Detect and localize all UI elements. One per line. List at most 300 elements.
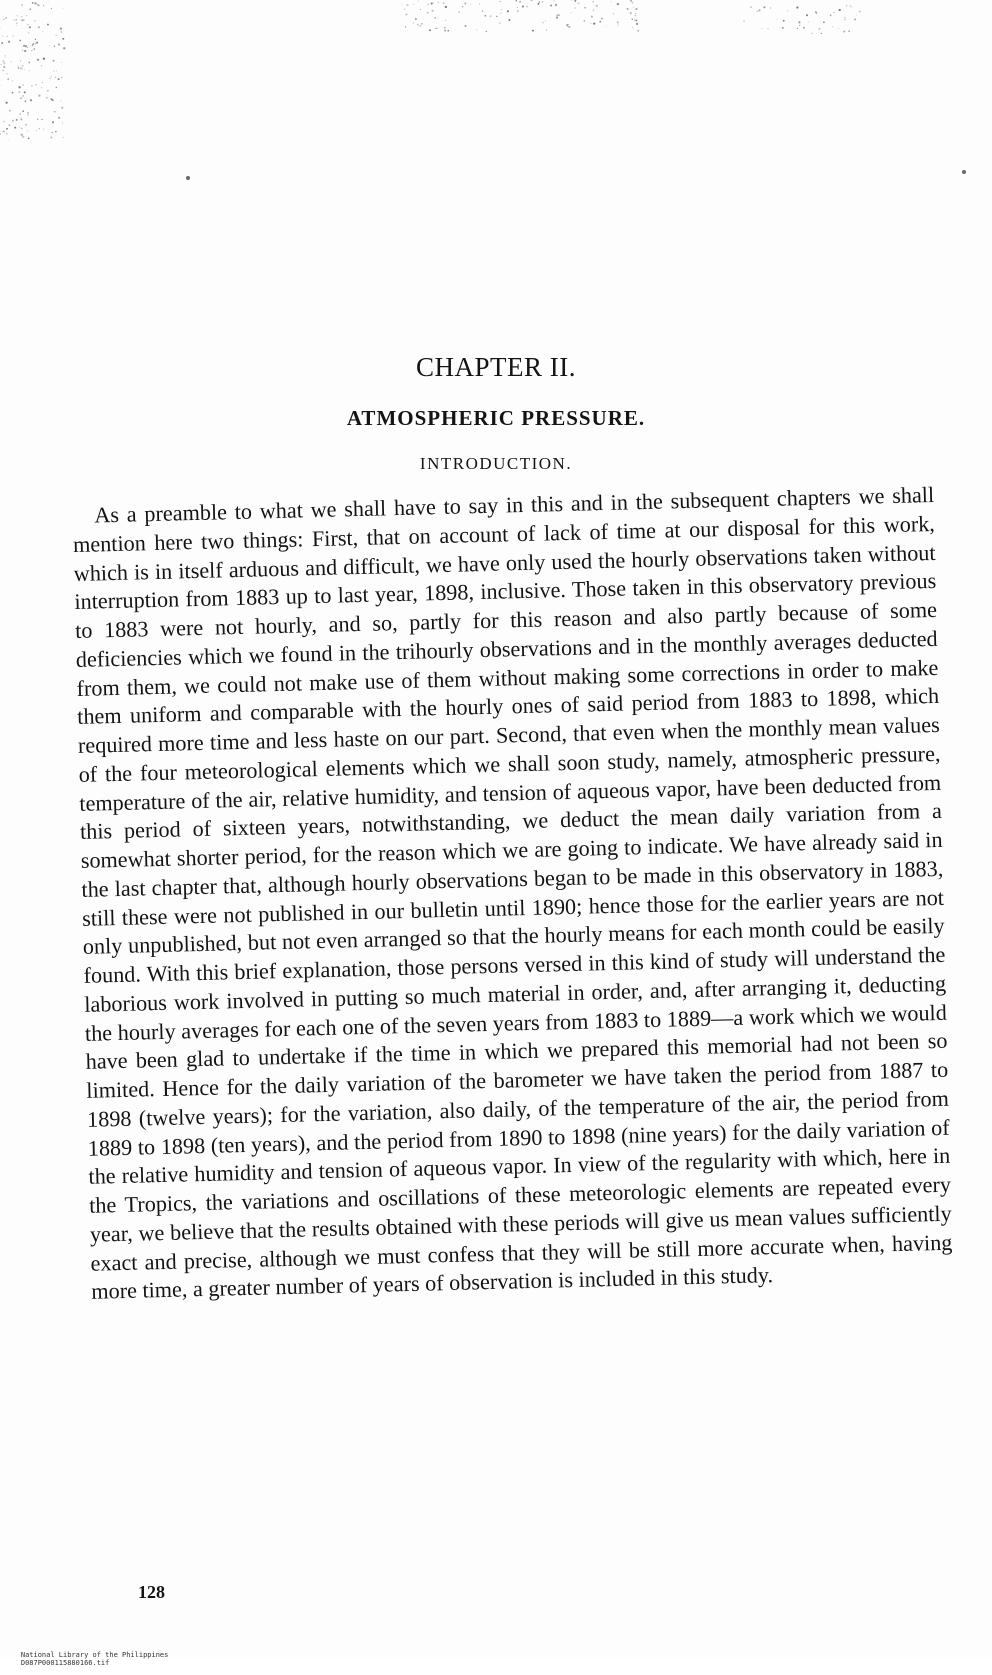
speckle-dot — [797, 28, 798, 29]
speckle-dot — [28, 137, 30, 139]
speckle-dot — [4, 57, 5, 58]
speckle-dot — [5, 17, 7, 19]
speckle-dot — [16, 119, 18, 121]
speckle-dot — [618, 24, 619, 25]
speckle-dot — [445, 20, 446, 21]
speckle-dot — [464, 2, 466, 4]
speckle-dot — [27, 130, 28, 131]
speckle-dot — [844, 19, 846, 21]
speckle-dot — [444, 27, 446, 29]
speckle-dot — [49, 77, 51, 79]
speckle-dot — [566, 24, 568, 26]
speckle-dot — [39, 128, 40, 129]
speckle-dot — [436, 27, 438, 29]
speckle-dot — [554, 0, 555, 1]
speckle-dot — [2, 35, 3, 36]
speckle-dot — [15, 19, 16, 20]
speckle-dot — [556, 14, 558, 16]
speckle-dot — [848, 30, 850, 32]
speckle-dot — [593, 1, 594, 2]
speckle-dot — [32, 45, 33, 46]
speckle-dot — [962, 170, 966, 174]
speckle-dot — [417, 24, 419, 26]
speckle-dot — [413, 23, 414, 24]
speckle-dot — [808, 22, 809, 23]
speckle-dot — [61, 31, 63, 33]
speckle-dot — [12, 120, 14, 122]
speckle-dot — [24, 69, 25, 70]
speckle-dot — [58, 117, 60, 119]
speckle-dot — [35, 84, 36, 85]
speckle-dot — [20, 117, 22, 119]
speckle-dot — [405, 13, 407, 15]
speckle-dot — [767, 28, 768, 29]
speckle-dot — [32, 2, 34, 4]
speckle-dot — [22, 50, 23, 51]
speckle-dot — [854, 18, 856, 20]
speckle-dot — [519, 1, 521, 3]
speckle-dot — [787, 10, 788, 11]
speckle-dot — [12, 80, 13, 81]
speckle-dot — [830, 14, 832, 16]
speckle-dot — [56, 35, 57, 36]
speckle-dot — [31, 85, 33, 87]
speckle-dot — [52, 121, 54, 123]
speckle-dot — [464, 25, 466, 27]
speckle-dot — [635, 8, 637, 10]
speckle-dot — [20, 61, 21, 62]
section-heading: ATMOSPHERIC PRESSURE. — [0, 406, 992, 431]
speckle-dot — [24, 50, 26, 52]
speckle-dot — [445, 6, 447, 8]
speckle-dot — [584, 20, 586, 22]
speckle-dot — [743, 20, 745, 22]
speckle-dot — [3, 121, 5, 123]
speckle-dot — [584, 7, 586, 9]
speckle-dot — [47, 90, 48, 91]
speckle-dot — [18, 66, 19, 67]
speckle-dot — [796, 6, 798, 8]
speckle-dot — [34, 20, 36, 22]
speckle-dot — [61, 101, 62, 102]
speckle-dot — [22, 95, 23, 96]
speckle-dot — [6, 133, 8, 135]
speckle-dot — [6, 36, 7, 37]
speckle-dot — [50, 136, 52, 138]
speckle-dot — [803, 27, 805, 29]
speckle-dot — [818, 28, 820, 30]
speckle-dot — [757, 11, 759, 13]
speckle-dot — [0, 64, 1, 65]
speckle-dot — [546, 30, 547, 31]
speckle-dot — [632, 2, 634, 4]
speckle-dot — [635, 15, 636, 16]
speckle-dot — [843, 31, 845, 33]
speckle-dot — [617, 21, 619, 23]
body-paragraph: As a preamble to what we shall have to say in this and in the subsequent chapters we shall mention here two things: First, that on account of lack of time at our disposal for this work, which is in itself arduous and difficult, we have only used the hourly observations taken without interruption from 1883 up to last year, 1898, inclusive. Those taken in this observatory previous to 1883 were not hourly, and so, partly for this reason and also partly because of some deficiencies which we found in the trihourly observations and in the monthly averages deducted from them, we could not make use of them without making some corrections in order to make them uniform and comparable with the hourly ones of said period from 1883 to 1898, which required more time and less haste on our part. Second, that even when the monthly mean values of the four meteorological elements which we shall soon study, namely, atmospheric pressure, temperature of the air, relative humidity, and tension of aqueous vapor, have been deducted from this period of sixteen years, notwithstanding, we deduct the mean daily variation from a somewhat shorter period, for the reason which we are going to indicate. We have already said in the last chapter that, although hourly observations began to be made in this observatory in 1883, still these were not published in our bulletin until 1890; hence those for the earlier years are not only unpublished, but not even arranged so that the hourly means for each month could be easily found. With this brief explanation, those persons versed in this kind of study will understand the laborious work involved in putting so much material in order, and, after arranging it, deducting the hourly averages for each one of the seven years from 1883 to 1889—a work which we would have been glad to undertake if the time in which we prepared this memorial had not been so limited. Hence for the daily variation of the barometer we have taken the period from 1887 to 1898 (twelve years); for the variation, also daily, of the temperature of the air, the period from 1889 to 1898 (ten years), and the period from 1890 to 1898 (nine years) for the daily variation of the relative humidity and tension of aqueous vapor. In view of the regularity with which, here in the Tropics, the variations and oscillations of these meteorologic elements are repeated every year, we believe that the results obtained with these periods will give us mean values sufficiently exact and precise, although we must confess that they will be still more accurate when, having more time, a greater number of years of observation is included in this study. — [72, 481, 953, 1307]
speckle-dot — [637, 30, 639, 32]
speckle-dot — [27, 112, 29, 114]
speckle-dot — [47, 24, 49, 26]
speckle-dot — [617, 25, 618, 26]
speckle-dot — [522, 5, 524, 7]
speckle-dot — [29, 26, 31, 28]
speckle-dot — [401, 4, 402, 5]
speckle-dot — [601, 18, 603, 20]
speckle-dot — [51, 99, 53, 101]
speckle-dot — [782, 27, 784, 29]
speckle-dot — [27, 47, 28, 48]
speckle-dot — [574, 7, 575, 8]
speckle-dot — [22, 65, 24, 67]
speckle-dot — [37, 119, 38, 120]
speckle-dot — [542, 1, 543, 2]
speckle-dot — [596, 5, 598, 7]
speckle-dot — [23, 19, 24, 20]
speckle-dot — [49, 45, 50, 46]
speckle-dot — [6, 102, 8, 104]
speckle-dot — [20, 98, 21, 99]
speckle-dot — [19, 40, 21, 42]
speckle-dot — [570, 12, 571, 13]
speckle-dot — [515, 0, 517, 1]
speckle-dot — [51, 132, 52, 133]
speckle-dot — [633, 7, 634, 8]
speckle-dot — [823, 21, 825, 23]
speckle-dot — [18, 86, 20, 88]
speckle-dot — [627, 8, 629, 10]
speckle-dot — [851, 6, 852, 7]
speckle-dot — [526, 6, 528, 8]
speckle-dot — [20, 67, 21, 68]
speckle-dot — [486, 31, 487, 32]
speckle-dot — [35, 42, 37, 44]
speckle-dot — [21, 119, 23, 121]
speckle-dot — [63, 137, 64, 138]
speckle-dot — [5, 55, 6, 56]
speckle-dot — [3, 19, 4, 20]
speckle-dot — [859, 11, 860, 12]
speckle-dot — [555, 4, 557, 6]
speckle-dot — [2, 70, 4, 72]
speckle-dot — [32, 43, 34, 45]
speckle-dot — [3, 131, 4, 132]
speckle-dot — [578, 2, 580, 4]
speckle-dot — [507, 10, 509, 12]
speckle-dot — [806, 14, 808, 16]
speckle-dot — [25, 124, 27, 126]
speckle-dot — [29, 70, 30, 71]
speckle-dot — [7, 73, 8, 74]
speckle-dot — [462, 6, 463, 7]
speckle-dot — [542, 22, 544, 24]
speckle-dot — [186, 176, 190, 180]
speckle-dot — [17, 15, 18, 16]
speckle-dot — [27, 24, 28, 25]
speckle-dot — [55, 131, 56, 132]
speckle-dot — [13, 20, 14, 21]
speckle-dot — [21, 19, 23, 21]
speckle-dot — [33, 41, 34, 42]
speckle-dot — [574, 0, 576, 2]
speckle-dot — [427, 4, 428, 5]
speckle-dot — [599, 21, 601, 23]
speckle-dot — [856, 14, 857, 15]
speckle-dot — [613, 13, 614, 14]
speckle-dot — [443, 2, 445, 4]
speckle-dot — [413, 4, 414, 5]
speckle-dot — [762, 28, 763, 29]
speckle-dot — [33, 48, 35, 50]
speckle-dot — [632, 27, 633, 28]
subsection-heading: INTRODUCTION. — [0, 454, 992, 474]
speckle-dot — [406, 4, 408, 6]
speckle-dot — [16, 25, 17, 26]
speckle-dot — [62, 38, 64, 40]
speckle-dot — [13, 36, 14, 37]
speckle-dot — [31, 50, 32, 51]
speckle-dot — [606, 26, 607, 27]
speckle-dot — [41, 87, 42, 88]
speckle-dot — [21, 16, 22, 17]
speckle-dot — [490, 15, 492, 17]
speckle-dot — [508, 19, 510, 21]
speckle-dot — [43, 58, 45, 60]
speckle-dot — [22, 136, 24, 138]
speckle-dot — [58, 44, 60, 46]
speckle-dot — [61, 77, 62, 78]
speckle-dot — [434, 17, 436, 19]
speckle-dot — [19, 113, 21, 115]
speckle-dot — [36, 130, 37, 131]
speckle-dot — [476, 29, 477, 30]
speckle-dot — [630, 12, 632, 14]
speckle-dot — [43, 5, 44, 6]
speckle-dot — [537, 3, 539, 5]
speckle-dot — [21, 128, 23, 130]
speckle-dot — [19, 127, 20, 128]
speckle-dot — [23, 45, 25, 47]
speckle-dot — [482, 10, 484, 12]
speckle-dot — [821, 33, 822, 34]
chapter-heading: CHAPTER II. — [0, 352, 992, 383]
speckle-dot — [60, 27, 62, 29]
speckle-dot — [7, 78, 9, 80]
speckle-dot — [43, 31, 44, 32]
speckle-dot — [8, 41, 10, 43]
speckle-dot — [437, 18, 438, 19]
speckle-dot — [499, 22, 500, 23]
speckle-dot — [26, 15, 27, 16]
speckle-dot — [758, 9, 760, 11]
page-number: 128 — [138, 1582, 165, 1603]
speckle-dot — [46, 97, 48, 99]
speckle-dot — [539, 1, 540, 2]
speckle-dot — [27, 114, 28, 115]
speckle-dot — [427, 12, 429, 14]
speckle-dot — [21, 134, 23, 136]
speckle-dot — [558, 14, 560, 16]
speckle-dot — [54, 111, 55, 112]
speckle-dot — [56, 87, 57, 88]
speckle-dot — [777, 19, 778, 20]
speckle-dot — [421, 23, 423, 25]
speckle-dot — [428, 3, 429, 4]
speckle-dot — [783, 20, 785, 22]
speckle-dot — [8, 139, 9, 140]
speckle-dot — [16, 22, 18, 24]
speckle-dot — [418, 0, 419, 1]
speckle-dot — [431, 2, 433, 4]
speckle-dot — [550, 4, 552, 6]
speckle-dot — [593, 22, 595, 24]
speckle-dot — [500, 1, 501, 2]
speckle-dot — [24, 91, 26, 93]
speckle-dot — [51, 76, 52, 77]
speckle-dot — [34, 2, 35, 3]
speckle-dot — [29, 8, 31, 10]
speckle-dot — [48, 1, 49, 2]
speckle-dot — [636, 23, 638, 25]
speckle-dot — [9, 110, 11, 112]
speckle-dot — [41, 119, 42, 120]
speckle-dot — [458, 11, 459, 12]
speckle-dot — [838, 28, 839, 29]
speckle-dot — [28, 61, 30, 63]
speckle-dot — [634, 19, 636, 21]
speckle-dot — [632, 18, 634, 20]
speckle-dot — [28, 32, 29, 33]
speckle-dot — [470, 4, 471, 5]
speckle-dot — [833, 12, 834, 13]
speckle-dot — [61, 62, 62, 63]
speckle-dot — [25, 45, 27, 47]
speckle-dot — [501, 9, 502, 10]
speckle-dot — [38, 94, 40, 96]
speckle-dot — [4, 100, 5, 101]
footer-library: National Library of the Philippines — [21, 1651, 169, 1659]
speckle-dot — [48, 90, 49, 91]
speckle-dot — [849, 5, 850, 6]
speckle-dot — [435, 28, 436, 29]
speckle-dot — [500, 12, 501, 13]
speckle-dot — [35, 39, 36, 40]
speckle-dot — [55, 77, 56, 78]
speckle-dot — [846, 5, 847, 6]
speckle-dot — [14, 127, 16, 129]
speckle-dot — [415, 18, 417, 20]
speckle-dot — [420, 9, 421, 10]
speckle-dot — [3, 66, 5, 68]
speckle-dot — [51, 8, 52, 9]
speckle-dot — [611, 1, 612, 2]
speckle-dot — [18, 67, 20, 69]
speckle-dot — [484, 15, 486, 17]
speckle-dot — [11, 61, 12, 62]
speckle-dot — [568, 26, 570, 28]
speckle-dot — [43, 129, 44, 130]
speckle-dot — [58, 78, 60, 80]
speckle-dot — [447, 30, 449, 32]
speckle-dot — [61, 107, 63, 109]
speckle-dot — [799, 25, 800, 26]
speckle-dot — [41, 65, 42, 66]
speckle-dot — [844, 17, 845, 18]
speckle-dot — [635, 13, 636, 14]
speckle-dot — [22, 84, 24, 86]
scan-noise-speckle — [0, 0, 992, 260]
speckle-dot — [38, 26, 40, 28]
speckle-dot — [556, 16, 558, 18]
speckle-dot — [770, 8, 771, 9]
speckle-dot — [496, 16, 497, 17]
speckle-dot — [630, 0, 632, 2]
speckle-dot — [517, 7, 518, 8]
speckle-dot — [52, 60, 54, 62]
speckle-dot — [22, 110, 24, 112]
speckle-dot — [0, 134, 1, 135]
speckle-dot — [812, 33, 813, 34]
speckle-dot — [479, 3, 480, 4]
speckle-dot — [9, 124, 11, 126]
speckle-dot — [419, 25, 420, 26]
speckle-dot — [438, 2, 439, 3]
footer-file: D087P000115880166.tif — [21, 1659, 110, 1667]
speckle-dot — [815, 11, 817, 13]
speckle-dot — [53, 70, 54, 71]
speckle-dot — [429, 29, 431, 31]
speckle-dot — [617, 3, 619, 5]
speckle-dot — [636, 20, 638, 22]
speckle-dot — [6, 128, 8, 130]
speckle-dot — [839, 9, 841, 11]
speckle-dot — [593, 10, 594, 11]
speckle-dot — [62, 122, 63, 123]
speckle-dot — [432, 10, 434, 12]
speckle-dot — [56, 70, 57, 71]
speckle-dot — [63, 8, 64, 9]
speckle-dot — [591, 15, 593, 17]
speckle-dot — [763, 6, 765, 8]
speckle-dot — [517, 10, 518, 11]
speckle-dot — [63, 47, 65, 49]
speckle-dot — [405, 26, 406, 27]
speckle-dot — [545, 20, 546, 21]
speckle-dot — [1, 42, 3, 44]
speckle-dot — [42, 82, 43, 83]
speckle-dot — [4, 63, 6, 65]
speckle-dot — [532, 30, 534, 32]
speckle-dot — [37, 59, 39, 61]
speckle-dot — [531, 0, 533, 1]
speckle-dot — [37, 4, 39, 6]
scan-footer — [4, 1643, 192, 1675]
speckle-dot — [21, 4, 23, 6]
speckle-dot — [750, 6, 752, 8]
speckle-dot — [54, 46, 55, 47]
speckle-dot — [12, 92, 14, 94]
speckle-dot — [591, 23, 592, 24]
speckle-dot — [404, 9, 405, 10]
speckle-dot — [433, 2, 434, 3]
speckle-dot — [30, 99, 32, 101]
speckle-dot — [832, 26, 833, 27]
speckle-dot — [18, 91, 20, 93]
speckle-dot — [25, 101, 27, 103]
speckle-dot — [2, 60, 4, 62]
speckle-dot — [798, 21, 800, 23]
speckle-dot — [444, 30, 446, 32]
